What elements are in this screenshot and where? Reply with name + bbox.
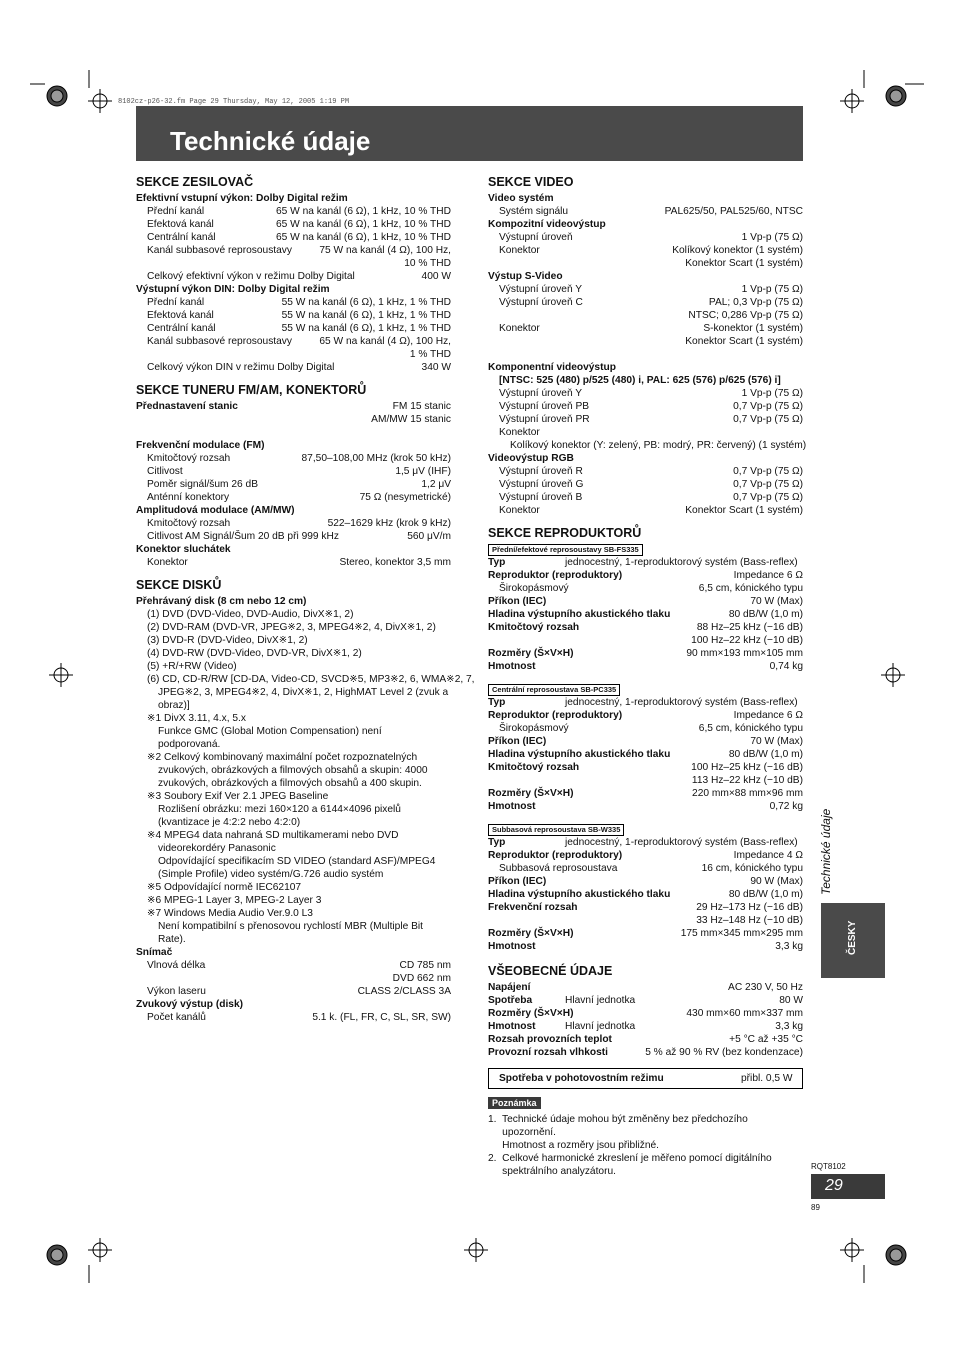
spec-label: Subbasová reprosoustava — [499, 863, 618, 874]
spec-label: Provozní rozsah vlhkosti — [488, 1047, 609, 1058]
spec-label: Typ — [488, 557, 506, 568]
spec-label: Kmitočtový rozsah — [147, 518, 231, 529]
language-tab-label: ČESKY — [847, 920, 858, 955]
spec-value: Impedance 6 Ω — [733, 710, 803, 721]
spec-label: Přední kanál — [147, 297, 205, 308]
spec-label: Napájení — [488, 982, 531, 993]
spec-label: Výstup S-Video — [488, 271, 563, 282]
spec-label: (1) DVD (DVD-Video, DVD-Audio, DivX※1, 2) — [147, 609, 354, 620]
spec-label: Rozměry (Š×V×H) — [488, 788, 574, 799]
spec-value: Impedance 6 Ω — [733, 570, 803, 581]
section-title: SEKCE TUNERU FM/AM, KONEKTORŮ — [136, 383, 367, 397]
spec-value: DVD 662 nm — [392, 973, 451, 984]
spec-label: Komponentní videovýstup — [488, 362, 616, 373]
spec-label: Počet kanálů — [147, 1012, 206, 1023]
spec-label: ※5 Odpovídající normě IEC62107 — [147, 882, 302, 893]
spec-value: 340 W — [421, 362, 451, 373]
spec-label: Rozměry (Š×V×H) — [488, 1008, 574, 1019]
speaker-group-box: Subbasová reprosoustava SB-W335 — [488, 824, 624, 836]
spec-label: Citlivost AM Signál/Šum 20 dB při 999 kHz — [147, 531, 339, 542]
spec-label: Konektor — [499, 427, 540, 438]
spec-value: 0,7 Vp-p (75 Ω) — [733, 401, 803, 412]
spec-value: 560 μV/m — [407, 531, 451, 542]
spec-label: ※7 Windows Media Audio Ver.9.0 L3 — [147, 908, 313, 919]
spec-value: 220 mm×88 mm×96 mm — [692, 788, 803, 799]
spec-label: Kanál subbasové reprosoustavy — [147, 245, 292, 256]
section-title: VŠEOBECNÉ ÚDAJE — [488, 964, 613, 978]
spec-middle: Hlavní jednotka — [565, 1021, 636, 1032]
spec-label: Výstupní úroveň C — [499, 297, 583, 308]
speaker-group-label — [488, 823, 624, 836]
spec-label: Citlivost — [147, 466, 183, 477]
section-title: SEKCE VIDEO — [488, 175, 574, 189]
spec-value: Kolíkový konektor (1 systém) — [672, 245, 803, 256]
spec-label: (4) DVD-RW (DVD-Video, DVD-VR, DivX※1, 2) — [147, 648, 362, 659]
spec-value: 3,3 kg — [775, 941, 803, 952]
spec-value: 175 mm×345 mm×295 mm — [680, 928, 803, 939]
spec-label: Příkon (IEC) — [488, 596, 547, 607]
spec-label: Vlnová délka — [147, 960, 206, 971]
spec-label: Rate). — [158, 934, 186, 945]
spec-label: Kmitočtový rozsah — [488, 622, 580, 633]
spec-value: NTSC; 0,286 Vp-p (75 Ω) — [688, 310, 803, 321]
spec-value: Konektor Scart (1 systém) — [685, 258, 803, 269]
spec-label: zvukových, obrázkových a filmových obsahů a 400 skupin. — [158, 778, 422, 789]
spec-label: (2) DVD-RAM (DVD-VR, JPEG※2, 3, MPEG4※2, 4, DivX※1, 2) — [147, 622, 436, 633]
spec-label: (kvantizace je 4:2:2 nebo 4:2:0) — [158, 817, 301, 828]
spec-value: 80 dB/W (1,0 m) — [728, 609, 803, 620]
spec-label: videorekordéry Panasonic — [158, 843, 276, 854]
spec-label: Typ — [488, 697, 506, 708]
spec-label: Kompozitní videovýstup — [488, 219, 606, 230]
spec-value: 65 W na kanál (6 Ω), 1 kHz, 10 % THD — [275, 219, 451, 230]
spec-label: Spotřeba — [488, 995, 533, 1006]
spec-label: Výstupní úroveň B — [499, 492, 583, 503]
spec-label: Funkce GMC (Global Motion Compensation) není — [158, 726, 382, 737]
spec-value: 80 dB/W (1,0 m) — [728, 749, 803, 760]
spec-label: podporovaná. — [158, 739, 221, 750]
spec-value: 522–1629 kHz (krok 9 kHz) — [327, 518, 451, 529]
spec-value: Impedance 4 Ω — [733, 850, 803, 861]
spec-label: Příkon (IEC) — [488, 876, 547, 887]
spec-value: 5.1 k. (FL, FR, C, SL, SR, SW) — [312, 1012, 451, 1023]
spec-value: 1 Vp-p (75 Ω) — [741, 284, 803, 295]
standby-value: přibl. 0,5 W — [741, 1073, 793, 1084]
spec-middle: Hlavní jednotka — [565, 995, 636, 1006]
spec-label: Hmotnost — [488, 1021, 536, 1032]
spec-label: ※3 Soubory Exif Ver 2.1 JPEG Baseline — [147, 791, 329, 802]
speaker-group-box: Přední/efektové reprosoustavy SB-FS335 — [488, 544, 643, 556]
spec-value: 88 Hz–25 kHz (−16 dB) — [696, 622, 803, 633]
spec-label: (Simple Profile) video systém/G.726 audio systém — [158, 869, 384, 880]
spec-label: Reproduktor (reproduktory) — [488, 710, 623, 721]
spec-label: Odpovídající specifikacím SD VIDEO (standard ASF)/MPEG4 — [158, 856, 436, 867]
spec-value: 0,74 kg — [769, 661, 803, 672]
spec-label: Kolíkový konektor (Y: zelený, PB: modrý, PR: červený) (1 systém) — [510, 440, 807, 451]
note-line: 1. Technické údaje mohou být změněny bez předchozího — [488, 1114, 748, 1125]
spec-value: PAL625/50, PAL525/60, NTSC — [664, 206, 803, 217]
spec-label: Výstupní výkon DIN: Dolby Digital režim — [136, 284, 330, 295]
spec-value: AC 230 V, 50 Hz — [728, 982, 803, 993]
spec-value: 55 W na kanál (6 Ω), 1 kHz, 1 % THD — [281, 323, 451, 334]
speaker-group-label — [488, 543, 643, 556]
spec-value: 0,7 Vp-p (75 Ω) — [733, 466, 803, 477]
spec-label: Širokopásmový — [499, 583, 569, 594]
spec-label: Centrální kanál — [147, 232, 216, 243]
spec-label: obraz)] — [158, 700, 190, 711]
spec-label: Hmotnost — [488, 661, 536, 672]
spec-label: (3) DVD-R (DVD-Video, DivX※1, 2) — [147, 635, 308, 646]
spec-value: 0,7 Vp-p (75 Ω) — [733, 414, 803, 425]
language-tab — [821, 903, 885, 978]
spec-value: Stereo, konektor 3,5 mm — [339, 557, 451, 568]
spec-label: Výstupní úroveň Y — [499, 284, 583, 295]
spec-value: 55 W na kanál (6 Ω), 1 kHz, 1 % THD — [281, 297, 451, 308]
spec-value: 3,3 kg — [775, 1021, 803, 1032]
spec-label: Přední kanál — [147, 206, 205, 217]
spec-label: Video systém — [488, 193, 554, 204]
sidebar-vertical-text: Technické údaje — [819, 808, 833, 895]
spec-value: 1 Vp-p (75 Ω) — [741, 232, 803, 243]
spec-label: Hladina výstupního akustického tlaku — [488, 609, 671, 620]
page-number: 29 — [825, 1177, 843, 1194]
spec-label: ※4 MPEG4 data nahraná SD multikamerami nebo DVD — [147, 830, 399, 841]
spec-value: 10 % THD — [404, 258, 451, 269]
spec-value: 0,7 Vp-p (75 Ω) — [733, 479, 803, 490]
note-line: spektrálního analyzátoru. — [488, 1166, 616, 1177]
spec-value: 16 cm, kónického typu — [701, 863, 803, 874]
sidebar-vertical-title — [813, 795, 843, 895]
spec-label: (5) +R/+RW (Video) — [147, 661, 237, 672]
spec-label: Frekvenční modulace (FM) — [136, 440, 265, 451]
spec-label: Rozměry (Š×V×H) — [488, 928, 574, 939]
spec-label: Anténní konektory — [147, 492, 230, 503]
note-tag: Poznámka — [488, 1097, 541, 1109]
page-number-box — [811, 1174, 885, 1199]
standby-label: Spotřeba v pohotovostním režimu — [499, 1073, 664, 1084]
section-title: SEKCE ZESILOVAČ — [136, 175, 254, 189]
spec-value: 65 W na kanál (6 Ω), 1 kHz, 10 % THD — [275, 206, 451, 217]
spec-value: 6,5 cm, kónického typu — [698, 723, 803, 734]
spec-label: Hmotnost — [488, 801, 536, 812]
spec-label: Výstupní úroveň G — [499, 479, 584, 490]
spec-label: Výkon laseru — [147, 986, 206, 997]
spec-label: Efektivní vstupní výkon: Dolby Digital režim — [136, 193, 348, 204]
spec-label: JPEG※2, 3, MPEG4※2, 4, DivX※1, 2, HighMAT Level 2 (zvuk a — [158, 687, 449, 698]
spec-value: 75 W na kanál (4 Ω), 100 Hz, — [319, 245, 451, 256]
spec-label: ※6 MPEG-1 Layer 3, MPEG-2 Layer 3 — [147, 895, 322, 906]
spec-label: [NTSC: 525 (480) p/525 (480) i, PAL: 625 (576) p/625 (576) i] — [499, 375, 781, 386]
spec-value: +5 °C až +35 °C — [729, 1034, 803, 1045]
spec-value: 1,5 μV (IHF) — [395, 466, 451, 477]
spec-label: Kmitočtový rozsah — [488, 762, 580, 773]
spec-label: Výstupní úroveň PB — [499, 401, 590, 412]
spec-label: Reproduktor (reproduktory) — [488, 850, 623, 861]
spec-label: Přednastavení stanic — [136, 401, 238, 412]
spec-value: PAL; 0,3 Vp-p (75 Ω) — [708, 297, 803, 308]
spec-value: S-konektor (1 systém) — [703, 323, 803, 334]
spec-label: Výstupní úroveň R — [499, 466, 583, 477]
spec-label: Konektor — [499, 323, 540, 334]
spec-value: 100 Hz–25 kHz (−16 dB) — [691, 762, 803, 773]
spec-value: 29 Hz–173 Hz (−16 dB) — [696, 902, 803, 913]
file-stamp: 8102cz-p26-32.fm Page 29 Thursday, May 12, 2005 1:19 PM — [118, 98, 350, 106]
spec-value: 6,5 cm, kónického typu — [698, 583, 803, 594]
spec-value: 70 W (Max) — [750, 596, 803, 607]
spec-value: 5 % až 90 % RV (bez kondenzace) — [645, 1047, 803, 1058]
spec-label: ※2 Celkový kombinovaný maximální počet rozpoznatelných — [147, 752, 418, 763]
spec-value: 55 W na kanál (6 Ω), 1 kHz, 1 % THD — [281, 310, 451, 321]
spec-label: Kanál subbasové reprosoustavy — [147, 336, 292, 347]
spec-label: Systém signálu — [499, 206, 569, 217]
note-line: upozornění. — [488, 1127, 556, 1138]
spec-label: Efektová kanál — [147, 219, 214, 230]
spec-label: Snímač — [136, 947, 173, 958]
spec-label: Poměr signál/šum 26 dB — [147, 479, 258, 490]
spec-value: CD 785 nm — [399, 960, 451, 971]
spec-value: 430 mm×60 mm×337 mm — [686, 1008, 803, 1019]
spec-value: Konektor Scart (1 systém) — [685, 336, 803, 347]
spec-label: zvukových, obrázkových a filmových obsahů a skupin: 4000 — [158, 765, 428, 776]
section-title: SEKCE DISKŮ — [136, 578, 222, 592]
spec-middle: jednocestný, 1-reproduktorový systém (Bass-reflex) — [565, 697, 798, 708]
spec-label: Celkový výkon DIN v režimu Dolby Digital — [147, 362, 335, 373]
spec-value: 87,50–108,00 MHz (krok 50 kHz) — [301, 453, 451, 464]
spec-label: Konektor — [499, 245, 540, 256]
note-line: 2. Celkové harmonické zkreslení je měřeno pomocí digitálního — [488, 1153, 772, 1164]
sub-page-number: 89 — [811, 1203, 820, 1212]
spec-value: 100 Hz–22 kHz (−10 dB) — [691, 635, 803, 646]
note-heading — [488, 1097, 541, 1110]
spec-label: Centrální kanál — [147, 323, 216, 334]
spec-label: Výstupní úroveň PR — [499, 414, 590, 425]
spec-label: Frekvenční rozsah — [488, 902, 578, 913]
spec-value: 80 dB/W (1,0 m) — [728, 889, 803, 900]
spec-value: AM/MW 15 stanic — [371, 414, 451, 425]
spec-value: 65 W na kanál (6 Ω), 1 kHz, 10 % THD — [275, 232, 451, 243]
spec-value: 0,7 Vp-p (75 Ω) — [733, 492, 803, 503]
speaker-group-box: Centrální reprosoustava SB-PC335 — [488, 684, 620, 696]
spec-middle: jednocestný, 1-reproduktorový systém (Bass-reflex) — [565, 837, 798, 848]
spec-label: Reproduktor (reproduktory) — [488, 570, 623, 581]
spec-label: Výstupní úroveň Y — [499, 388, 583, 399]
spec-label: Hmotnost — [488, 941, 536, 952]
spec-value: 90 W (Max) — [750, 876, 803, 887]
spec-value: 65 W na kanál (4 Ω), 100 Hz, — [319, 336, 451, 347]
spec-value: 33 Hz–148 Hz (−10 dB) — [696, 915, 803, 926]
spec-label: Zvukový výstup (disk) — [136, 999, 243, 1010]
spec-label: (6) CD, CD-R/RW [CD-DA, Video-CD, SVCD※5, MP3※2, 6, WMA※2, 7, — [147, 674, 475, 685]
spec-label: Amplitudová modulace (AM/MW) — [136, 505, 295, 516]
spec-label: Konektor sluchátek — [136, 544, 231, 555]
spec-value: 80 W — [779, 995, 803, 1006]
spec-value: 0,72 kg — [769, 801, 803, 812]
spec-label: Typ — [488, 837, 506, 848]
spec-middle: jednocestný, 1-reproduktorový systém (Bass-reflex) — [565, 557, 798, 568]
model-code: RQT8102 — [811, 1162, 846, 1171]
spec-value: 70 W (Max) — [750, 736, 803, 747]
spec-label: Celkový efektivní výkon v režimu Dolby Digital — [147, 271, 355, 282]
spec-label: Konektor — [499, 505, 540, 516]
spec-value: 75 Ω (nesymetrické) — [359, 492, 451, 503]
spec-label: ※1 DivX 3.11, 4.x, 5.x — [147, 713, 246, 724]
spec-value: Konektor Scart (1 systém) — [685, 505, 803, 516]
spec-value: 113 Hz–22 kHz (−10 dB) — [691, 775, 803, 786]
spec-label: Kmitočtový rozsah — [147, 453, 231, 464]
speaker-group-label — [488, 683, 620, 696]
spec-value: 400 W — [421, 271, 451, 282]
spec-value: 1 % THD — [409, 349, 451, 360]
page-title: Technické údaje — [170, 126, 371, 156]
spec-value: CLASS 2/CLASS 3A — [357, 986, 451, 997]
spec-label: Není kompatibilní s přenosovou rychlostí MBR (Multiple Bit — [158, 921, 423, 932]
spec-label: Výstupní úroveň — [499, 232, 573, 243]
section-title: SEKCE REPRODUKTORŮ — [488, 526, 642, 540]
spec-value: 1,2 μV — [421, 479, 451, 490]
page-header — [136, 106, 803, 161]
spec-label: Širokopásmový — [499, 723, 569, 734]
spec-label: Hladina výstupního akustického tlaku — [488, 889, 671, 900]
spec-label: Rozměry (Š×V×H) — [488, 648, 574, 659]
spec-value: 90 mm×193 mm×105 mm — [686, 648, 803, 659]
spec-label: Efektová kanál — [147, 310, 214, 321]
spec-label: Hladina výstupního akustického tlaku — [488, 749, 671, 760]
spec-label: Rozsah provozních teplot — [488, 1034, 612, 1045]
spec-label: Rozlišení obrázku: mezi 160×120 a 6144×4096 pixelů — [158, 804, 401, 815]
spec-value: FM 15 stanic — [392, 401, 451, 412]
spec-label: Příkon (IEC) — [488, 736, 547, 747]
spec-label: Přehrávaný disk (8 cm nebo 12 cm) — [136, 596, 307, 607]
spec-label: Konektor — [147, 557, 188, 568]
note-line: Hmotnost a rozměry jsou přibližné. — [488, 1140, 659, 1151]
spec-label: Videovýstup RGB — [488, 453, 574, 464]
standby-box — [488, 1068, 803, 1089]
spec-value: 1 Vp-p (75 Ω) — [741, 388, 803, 399]
